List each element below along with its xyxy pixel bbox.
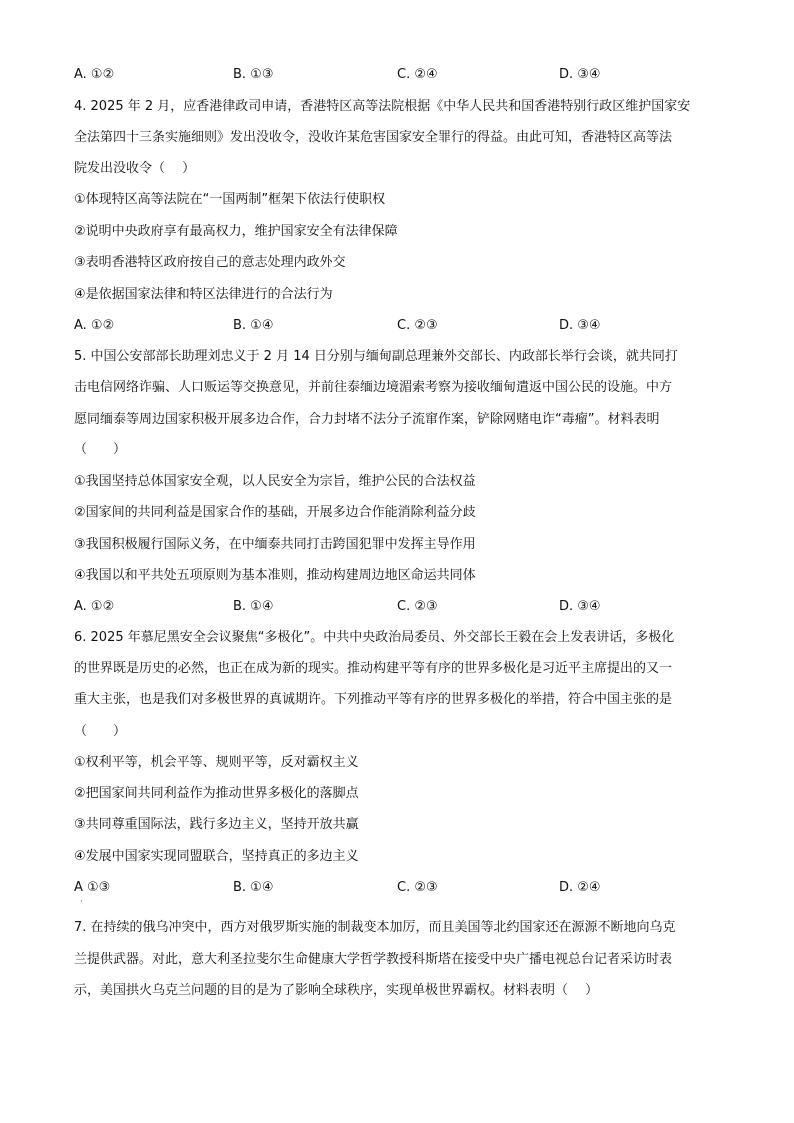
q3-option-c[interactable]: C. ②④ — [397, 67, 438, 82]
q6-stem-line-4: （ ） — [74, 724, 127, 739]
q5-option-c[interactable]: C. ②③ — [397, 599, 438, 614]
q4-option-c[interactable]: C. ②③ — [397, 318, 438, 333]
q5-statement-4: ④我国以和平共处五项原则为基本准则，推动构建周边地区命运共同体 — [74, 568, 476, 583]
q3-option-a[interactable]: A. ①② — [74, 67, 115, 82]
q4-stem-line-3: 院发出没收令（ ） — [74, 161, 196, 176]
q7-stem-line-2: 兰提供武器。对此，意大利圣拉斐尔生命健康大学哲学教授科斯塔在接受中央广播电视总台记者采访时表 — [74, 952, 673, 967]
q7-stem-line-1: 7. 在持续的俄乌冲突中，西方对俄罗斯实施的制裁变本加厉，而且美国等北约国家还在源源不断地向乌克 — [74, 920, 676, 935]
q4-stem-line-2: 全法第四十三条实施细则》发出没收令，没收许某危害国家安全罪行的得益。由此可知，香港特区高等法 — [74, 130, 673, 145]
q5-stem-line-1: 5. 中国公安部部长助理刘忠义于 2 月 14 日分别与缅甸副总理兼外交部长、内政部长举行会谈，就共同打 — [74, 349, 678, 364]
q5-statement-2: ②国家间的共同利益是国家合作的基础，开展多边合作能消除利益分歧 — [74, 505, 476, 520]
q6-stem-line-3: 重大主张，也是我们对多极世界的真诚期许。下列推动平等有序的世界多极化的举措，符合中国主张的是 — [74, 692, 673, 707]
q3-option-d[interactable]: D. ③④ — [559, 67, 601, 82]
q3-option-b[interactable]: B. ①③ — [233, 67, 274, 82]
q6-option-d[interactable]: D. ②④ — [559, 880, 601, 895]
q4-option-b[interactable]: B. ①④ — [233, 318, 274, 333]
q5-stem-line-2: 击电信网络诈骗、人口贩运等交换意见，并前往泰缅边境湄索考察为接收缅甸遣返中国公民的设施。中方 — [74, 380, 673, 395]
q5-stem-line-3: 愿同缅泰等周边国家积极开展多边合作，合力封堵不法分子流窜作案，铲除网赌电诈“毒瘤”。材料表明 — [74, 412, 660, 427]
q6-statement-4: ④发展中国家实现同盟联合，坚持真正的多边主义 — [74, 849, 359, 864]
q6-statement-2: ②把国家间共同利益作为推动世界多极化的落脚点 — [74, 786, 359, 801]
q6-statement-1: ①权利平等，机会平等、规则平等，反对霸权主义 — [74, 755, 359, 770]
q4-statement-2: ②说明中央政府享有最高权力，维护国家安全有法律保障 — [74, 224, 398, 239]
q4-option-a[interactable]: A. ①② — [74, 318, 115, 333]
stray-dot-mark: · — [80, 897, 83, 906]
q5-option-a[interactable]: A. ①② — [74, 599, 115, 614]
q6-stem-line-2: 的世界既是历史的必然，也正在成为新的现实。推动构建平等有序的世界多极化是习近平主席提出的又一 — [74, 661, 673, 676]
q5-option-d[interactable]: D. ③④ — [559, 599, 601, 614]
q6-option-b[interactable]: B. ①④ — [233, 880, 274, 895]
q6-option-a[interactable]: A ①③ — [74, 880, 111, 895]
q6-stem-line-1: 6. 2025 年慕尼黑安全会议聚焦“多极化”。中共中央政治局委员、外交部长王毅在会上发表讲话，多极化 — [74, 630, 675, 645]
q5-option-b[interactable]: B. ①④ — [233, 599, 274, 614]
q4-statement-1: ①体现特区高等法院在“一国两制”框架下依法行使职权 — [74, 192, 386, 207]
q4-stem-line-1: 4. 2025 年 2 月，应香港律政司申请，香港特区高等法院根据《中华人民共和国香港特别行政区维护国家安 — [74, 99, 691, 114]
q5-stem-line-4: （ ） — [74, 442, 127, 457]
q4-statement-4: ④是依据国家法律和特区法律进行的合法行为 — [74, 287, 333, 302]
q6-statement-3: ③共同尊重国际法，践行多边主义，坚持开放共赢 — [74, 817, 359, 832]
q4-statement-3: ③表明香港特区政府按自己的意志处理内政外交 — [74, 255, 346, 270]
q4-option-d[interactable]: D. ③④ — [559, 318, 601, 333]
q5-statement-3: ③我国积极履行国际义务，在中缅泰共同打击跨国犯罪中发挥主导作用 — [74, 537, 476, 552]
q6-option-c[interactable]: C. ②③ — [397, 880, 438, 895]
q7-stem-line-3: 示，美国拱火乌克兰问题的目的是为了影响全球秩序，实现单极世界霸权。材料表明（ ） — [74, 983, 599, 998]
q5-statement-1: ①我国坚持总体国家安全观，以人民安全为宗旨，维护公民的合法权益 — [74, 474, 476, 489]
